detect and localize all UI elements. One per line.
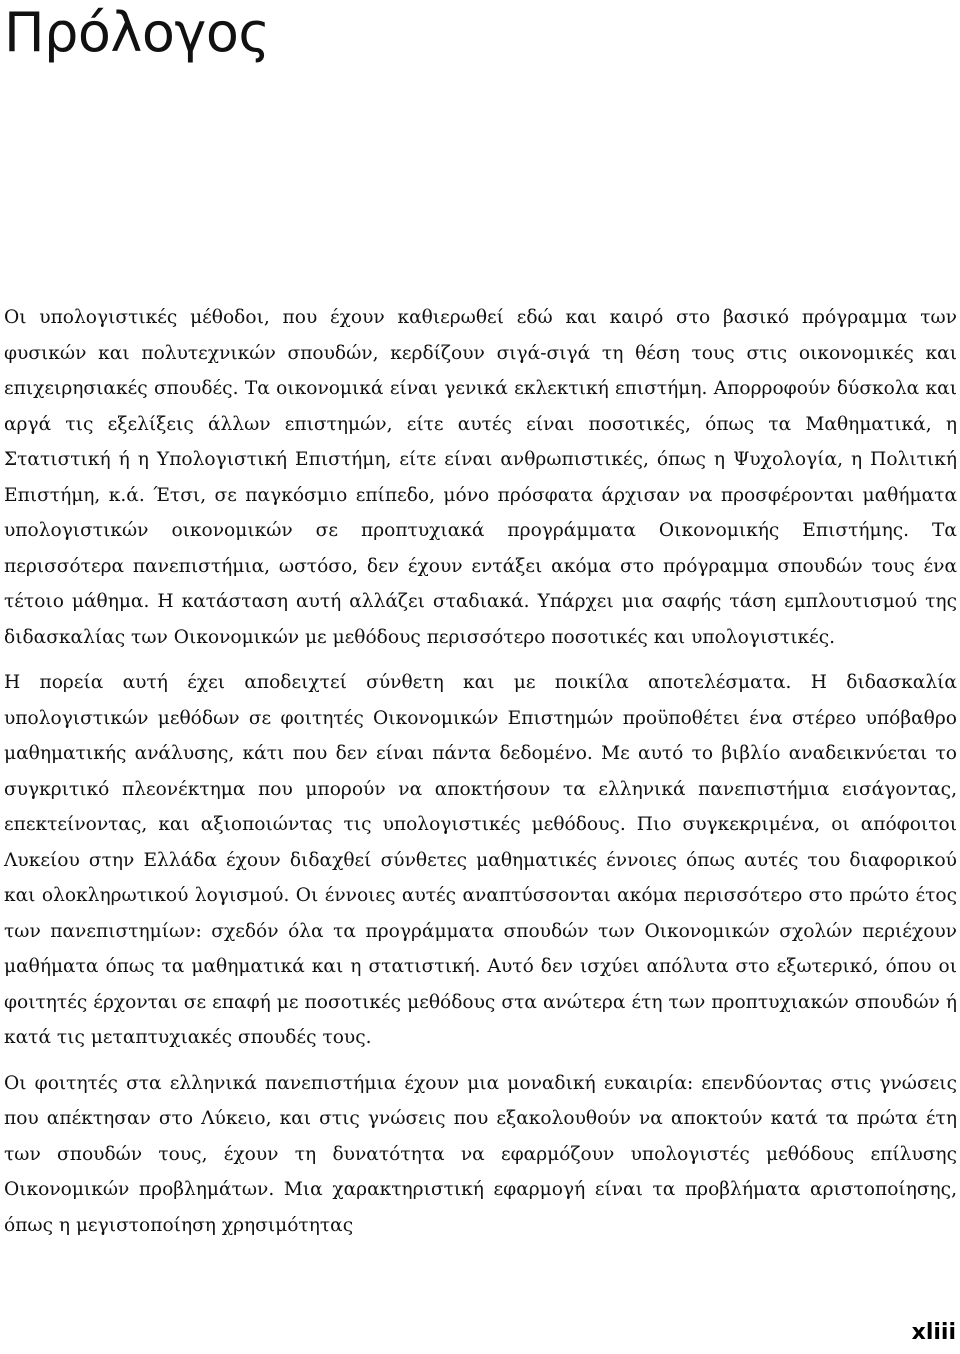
page-number: xliii	[911, 1320, 956, 1345]
body-text	[4, 300, 957, 1253]
paragraph-1: Οι υπολογιστικές μέθοδοι, που έχουν καθιερωθεί εδώ και καιρό στο βασικό πρόγραμμα των φυσικών και πολυτεχνικών σπουδών, κερδίζουν σιγά-σιγά τη θέση τους στις οικονομικές και επιχειρησιακές σπουδές. Τα οικονομικά είναι γενικά εκλεκτική επιστήμη. Απορροφούν δύσκολα και αργά τις εξελίξεις άλλων επιστημών, είτε αυτές είναι ποσοτικές, όπως τα Μαθηματικά, η Στατιστική ή η Υπολογιστική Επιστήμη, είτε είναι ανθρωπιστικές, όπως η Ψυχολογία, η Πολιτική Επιστήμη, κ.ά. Έτσι, σε παγκόσμιο επίπεδο, μόνο πρόσφατα άρχισαν να προσφέρονται μαθήματα υπολογιστικών οικονομικών σε προπτυχιακά προγράμματα Οικονομικής Επιστήμης. Τα περισσότερα πανεπιστήμια, ωστόσο, δεν έχουν εντάξει ακόμα στο πρόγραμμα σπουδών τους ένα τέτοιο μάθημα. Η κατάσταση αυτή αλλάζει σταδιακά. Υπάρχει μια σαφής τάση εμπλουτισμού της διδασκαλίας των Οικονομικών με μεθόδους περισσότερο ποσοτικές και υπολογιστικές.	[4, 307, 957, 648]
paragraph-3: Οι φοιτητές στα ελληνικά πανεπιστήμια έχουν μια μοναδική ευκαιρία: επενδύοντας στις γνώσεις που απέκτησαν στο Λύκειο, και στις γνώσεις που εξακολουθούν να αποκτούν κατά τα πρώτα έτη των σπουδών τους, έχουν τη δυνατότητα να εφαρμόζουν υπολογιστές μεθόδους επίλυσης Οικονομικών προβλημάτων. Μια χαρακτηριστική εφαρμογή είναι τα προβλήματα αριστοποίησης, όπως η μεγιστοποίηση χρησιμότητας	[4, 1072, 957, 1236]
paragraph-2: Η πορεία αυτή έχει αποδειχτεί σύνθετη και με ποικίλα αποτελέσματα. Η διδασκαλία υπολογιστικών μεθόδων σε φοιτητές Οικονομικών Επιστημών προϋποθέτει ένα στέρεο υπόβαθρο μαθηματικής ανάλυσης, κάτι που δεν είναι πάντα δεδομένο. Με αυτό το βιβλίο αναδεικνύεται το συγκριτικό πλεονέκτημα που μπορούν να αποκτήσουν τα ελληνικά πανεπιστήμια εισάγοντας, επεκτείνοντας, και αξιοποιώντας τις υπολογιστικές μεθόδους. Πιο συγκεκριμένα, οι απόφοιτοι Λυκείου στην Ελλάδα έχουν διδαχθεί σύνθετες μαθηματικές έννοιες όπως αυτές του διαφορικού και ολοκληρωτικού λογισμού. Οι έννοιες αυτές αναπτύσσονται ακόμα περισσότερο στο πρώτο έτος των πανεπιστημίων: σχεδόν όλα τα προγράμματα σπουδών των Οικονομικών σχολών περιέχουν μαθήματα όπως τα μαθηματικά και η στατιστική. Αυτό δεν ισχύει απόλυτα στο εξωτερικό, όπου οι φοιτητές έρχονται σε επαφή με ποσοτικές μεθόδους στα ανώτερα έτη των προπτυχιακών σπουδών ή κατά τις μεταπτυχιακές σπουδές τους.	[4, 672, 957, 1048]
page-title: Πρόλογος	[4, 1, 270, 64]
